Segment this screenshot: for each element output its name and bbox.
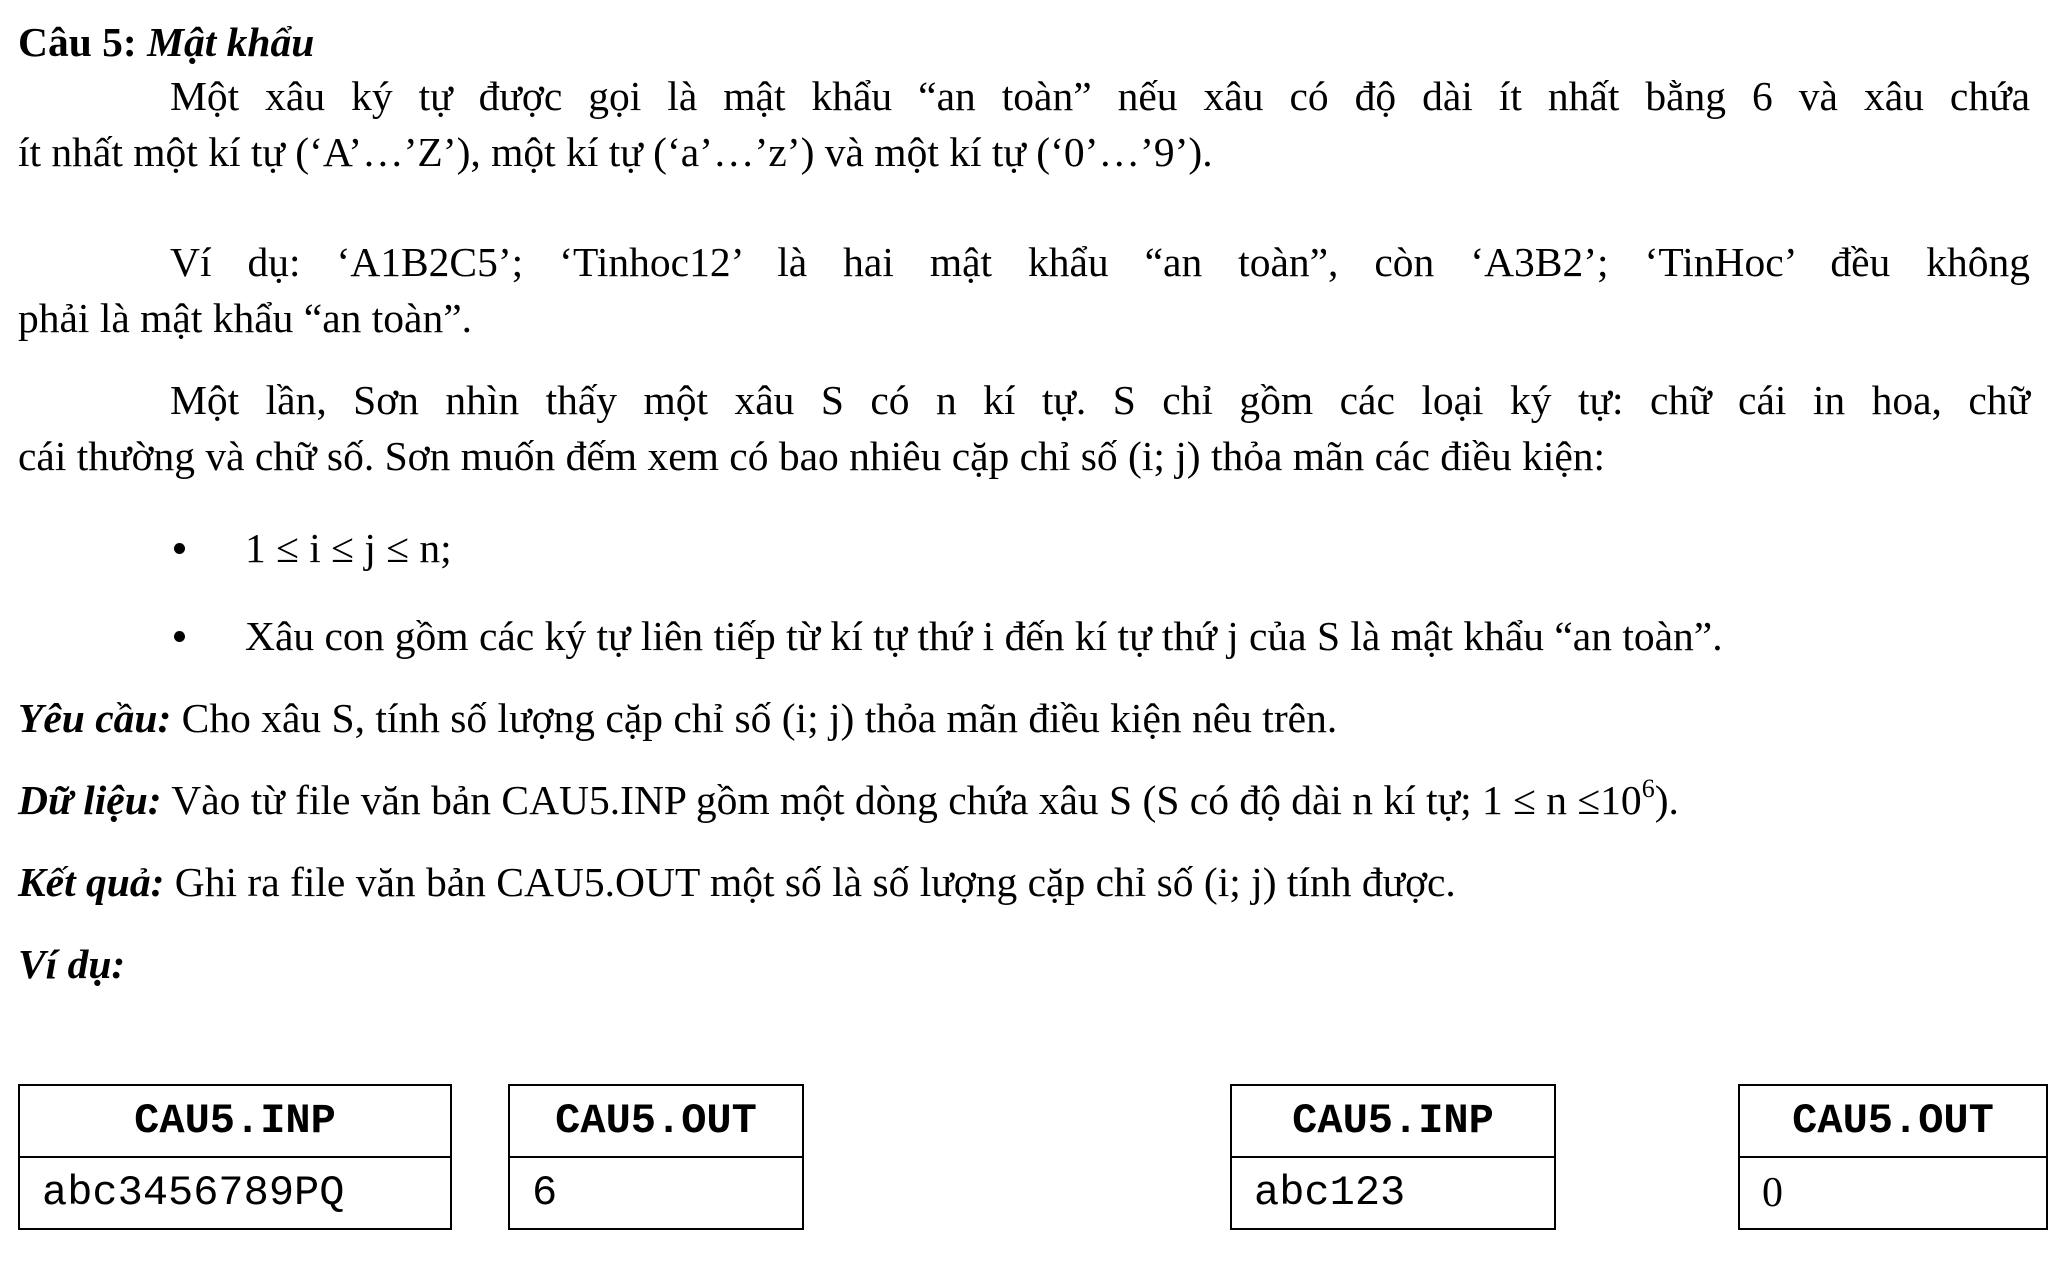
input-exponent: 6: [1641, 774, 1655, 804]
example-1-output-table: [508, 1084, 804, 1230]
paragraph-2-line-1: Ví dụ: ‘A1B2C5’; ‘Tinhoc12’ là hai mật khẩu “an toàn”, còn ‘A3B2’; ‘TinHoc’ đều không: [170, 239, 2030, 285]
example-1-output-header: CAU5.OUT: [509, 1085, 803, 1157]
paragraph-3-line-2: cái thường và chữ số. Sơn muốn đếm xem có bao nhiêu cặp chỉ số (i; j) thỏa mãn các điều kiện:: [18, 433, 1606, 479]
input-text: Vào từ file văn bản CAU5.INP gồm một dòng chứa xâu S (S có độ dài n kí tự; 1 ≤ n ≤10: [161, 777, 1642, 823]
question-label: Câu 5:: [18, 19, 137, 65]
example-1-output-value: 6: [509, 1157, 803, 1229]
output-label: Kết quả:: [18, 859, 165, 905]
example-2-output-value: 0: [1739, 1157, 2047, 1229]
example-2-input-table: [1230, 1084, 1556, 1230]
question-heading: [18, 14, 314, 70]
input-label: Dữ liệu:: [18, 777, 162, 823]
input-tail: ).: [1654, 777, 1679, 823]
paragraph-3-line-1: Một lần, Sơn nhìn thấy một xâu S có n kí tự. S chỉ gồm các loại ký tự: chữ cái in hoa, chữ: [170, 377, 2030, 423]
example-1-input-value: abc3456789PQ: [19, 1157, 451, 1229]
output-line: [18, 854, 1456, 910]
input-line: [18, 772, 1679, 828]
example-2-input-header: CAU5.INP: [1231, 1085, 1555, 1157]
example-label: Ví dụ:: [18, 941, 126, 987]
paragraph-1-line-1: Một xâu ký tự được gọi là mật khẩu “an toàn” nếu xâu có độ dài ít nhất bằng 6 và xâu chứa: [170, 73, 2030, 119]
question-title: Mật khẩu: [147, 19, 315, 65]
paragraph-1-line-2: ít nhất một kí tự (‘A’…’Z’), một kí tự (‘a’…’z’) và một kí tự (‘0’…’9’).: [18, 129, 1213, 175]
example-2-input-value: abc123: [1231, 1157, 1555, 1229]
example-1-input-header: CAU5.INP: [19, 1085, 451, 1157]
requirement-label: Yêu cầu:: [18, 695, 172, 741]
paragraph-2-line-2: phải là mật khẩu “an toàn”.: [18, 295, 473, 341]
example-2-output-header: CAU5.OUT: [1739, 1085, 2047, 1157]
example-2-output-table: [1738, 1084, 2048, 1230]
requirement-text: Cho xâu S, tính số lượng cặp chỉ số (i; j) thỏa mãn điều kiện nêu trên.: [171, 695, 1338, 741]
condition-2: Xâu con gồm các ký tự liên tiếp từ kí tự thứ i đến kí tự thứ j của S là mật khẩu “an toàn”.: [245, 613, 1723, 659]
output-text: Ghi ra file văn bản CAU5.OUT một số là số lượng cặp chỉ số (i; j) tính được.: [164, 859, 1456, 905]
example-1-input-table: [18, 1084, 452, 1230]
condition-1: 1 ≤ i ≤ j ≤ n;: [245, 525, 452, 571]
bullet-2-dot: [174, 631, 185, 642]
requirement-line: [18, 690, 1337, 746]
bullet-1-dot: [174, 543, 185, 554]
